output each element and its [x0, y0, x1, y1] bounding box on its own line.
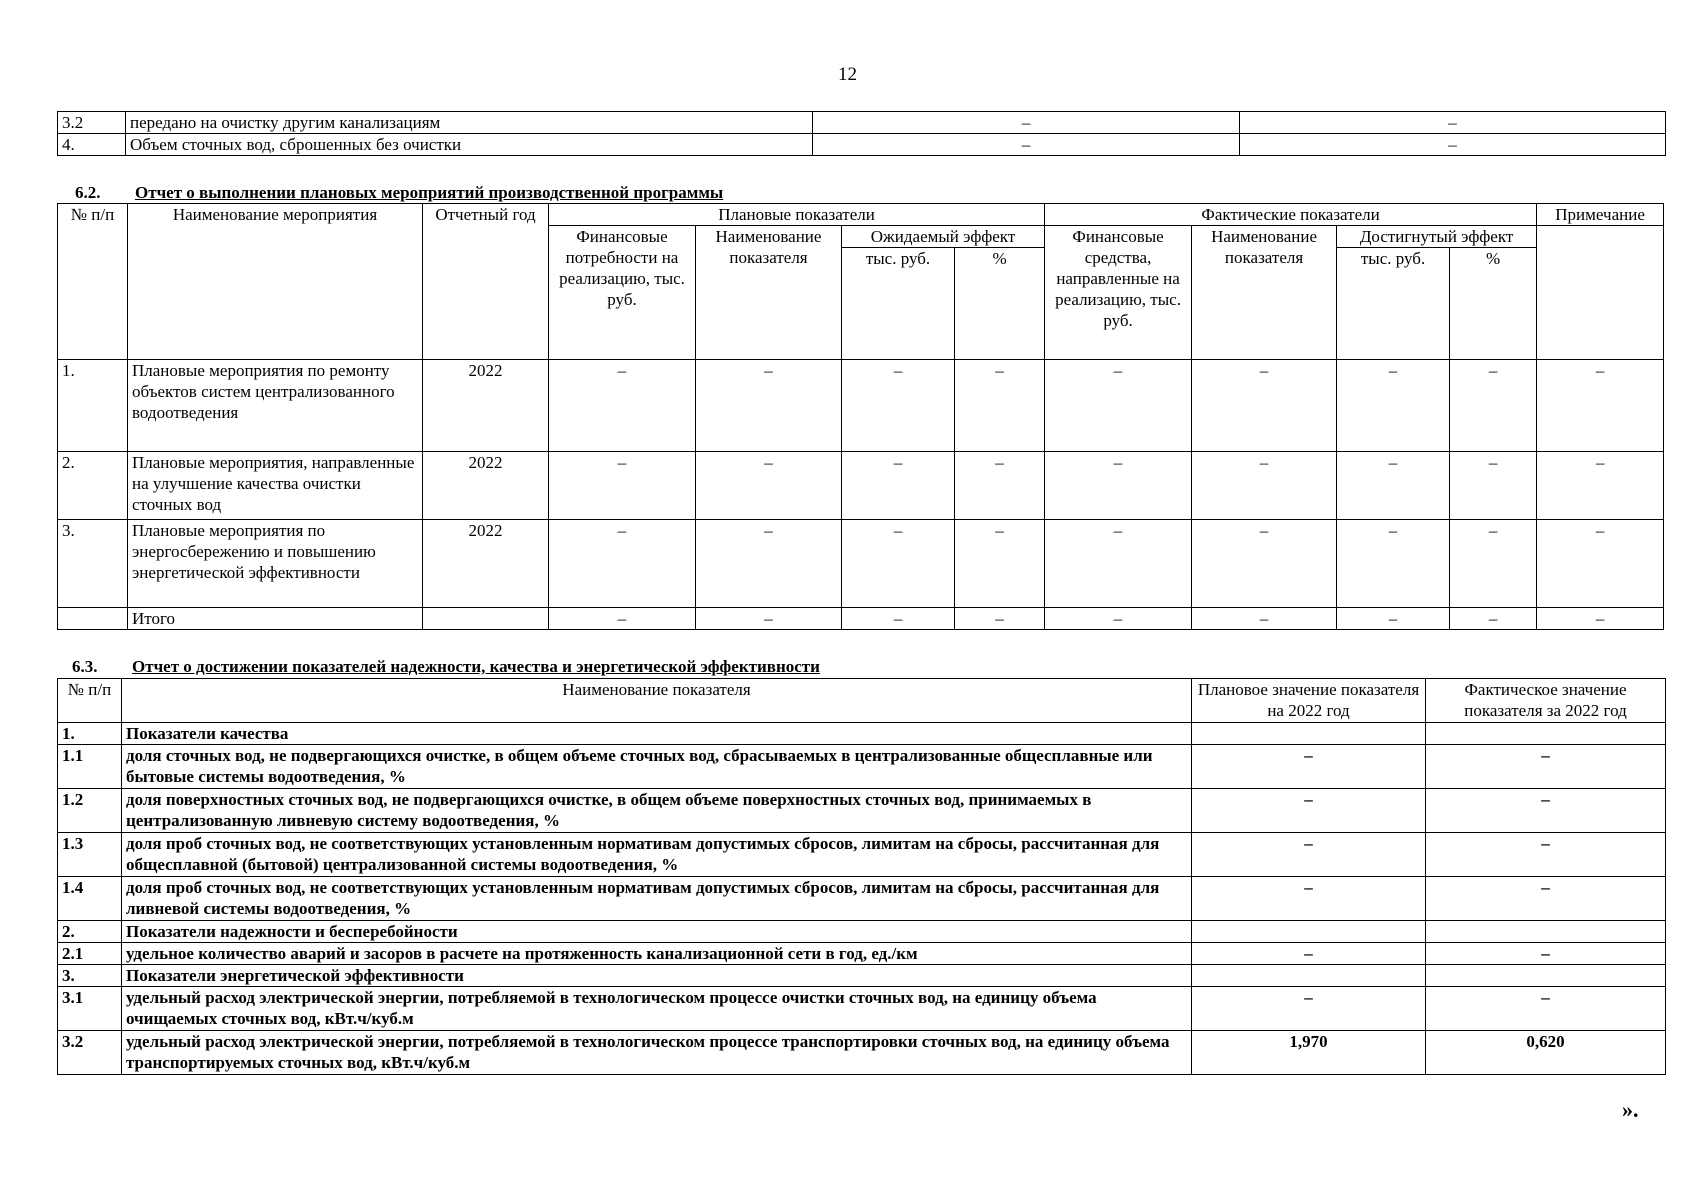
row-value: – — [842, 520, 955, 608]
section-number: 6.2. — [75, 183, 101, 202]
row-name: Показатели надежности и бесперебойности — [122, 921, 1192, 943]
row-value: – — [1192, 452, 1337, 520]
row-fact — [1426, 965, 1666, 987]
section-6-2-title — [75, 183, 723, 203]
row-name: доля поверхностных сточных вод, не подвергающихся очистке, в общем объеме поверхностных сточных вод, принимаемых в централизованную ливневую систему водоотведения, % — [122, 789, 1192, 833]
row-name: доля проб сточных вод, не соответствующих установленным нормативам допустимых сбросов, лимитам на сбросы, рассчитанная для общесплавной (бытовой) централизованной системы водоотведения, % — [122, 833, 1192, 877]
row-name: Плановые мероприятия по энергосбережению и повышению энергетической эффективности — [128, 520, 423, 608]
row-plan — [1192, 723, 1426, 745]
row-value: – — [696, 452, 842, 520]
table-row — [58, 789, 1666, 833]
row-fact: – — [1426, 987, 1666, 1031]
row-number: 3.1 — [58, 987, 122, 1031]
row-value: – — [1192, 520, 1337, 608]
row-fact: – — [1426, 833, 1666, 877]
header-act-pct: % — [1450, 248, 1537, 360]
row-value: – — [842, 452, 955, 520]
header-name: Наименование показателя — [122, 679, 1192, 723]
table-row — [58, 1031, 1666, 1075]
page-number: 12 — [838, 64, 857, 85]
closing-mark: ». — [1622, 1097, 1639, 1122]
row-value: – — [549, 360, 696, 452]
indicators-table — [57, 678, 1666, 1075]
row-name: доля проб сточных вод, не соответствующих установленным нормативам допустимых сбросов, лимитам на сбросы, рассчитанная для ливневой системы водоотведения, % — [122, 877, 1192, 921]
row-name: доля сточных вод, не подвергающихся очистке, в общем объеме сточных вод, сбрасываемых в централизованные общесплавные или бытовые системы водоотведения, % — [122, 745, 1192, 789]
row-value: – — [1337, 360, 1450, 452]
row-value: – — [1537, 608, 1664, 630]
header-act-effect: Достигнутый эффект — [1337, 226, 1537, 248]
row-number: 4. — [58, 134, 126, 156]
row-plan: – — [1192, 943, 1426, 965]
row-value: – — [1537, 452, 1664, 520]
continued-table — [57, 111, 1666, 156]
row-value: – — [549, 520, 696, 608]
row-value: – — [955, 452, 1045, 520]
header-act-ind: Наименование показателя — [1192, 226, 1337, 360]
row-plan: – — [1192, 745, 1426, 789]
table-row — [58, 112, 1666, 134]
header-act-fin: Финансовые средства, направленные на реализацию, тыс. руб. — [1045, 226, 1192, 360]
row-value: – — [1192, 360, 1337, 452]
row-number: 1.3 — [58, 833, 122, 877]
row-fact: 0,620 — [1426, 1031, 1666, 1075]
row-value: – — [1337, 608, 1450, 630]
section-title: Отчет о достижении показателей надежности, качества и энергетической эффективности — [132, 657, 820, 676]
header-plan: Плановое значение показателя на 2022 год — [1192, 679, 1426, 723]
row-value: – — [1450, 520, 1537, 608]
header-num: № п/п — [58, 679, 122, 723]
row-value: – — [696, 608, 842, 630]
row-fact: – — [1426, 877, 1666, 921]
section-number: 6.3. — [72, 657, 98, 676]
row-number: 2.1 — [58, 943, 122, 965]
row-value: – — [1045, 608, 1192, 630]
row-value: – — [813, 112, 1240, 134]
row-value: – — [842, 608, 955, 630]
row-value: – — [1537, 520, 1664, 608]
row-value: – — [549, 452, 696, 520]
table-row — [58, 723, 1666, 745]
row-fact: – — [1426, 943, 1666, 965]
row-year — [423, 608, 549, 630]
row-fact — [1426, 723, 1666, 745]
row-value: – — [549, 608, 696, 630]
header-note-blank — [1537, 226, 1664, 360]
table-row — [58, 360, 1664, 452]
row-value: – — [955, 608, 1045, 630]
row-value: – — [1240, 112, 1666, 134]
row-number: 3.2 — [58, 112, 126, 134]
row-number: 3. — [58, 520, 128, 608]
header-plan-ind: Наименование показателя — [696, 226, 842, 360]
row-plan: – — [1192, 987, 1426, 1031]
header-act-rub: тыс. руб. — [1337, 248, 1450, 360]
row-value: – — [1045, 452, 1192, 520]
row-name: передано на очистку другим канализациям — [126, 112, 813, 134]
row-plan: – — [1192, 789, 1426, 833]
table-row — [58, 877, 1666, 921]
row-name: удельный расход электрической энергии, потребляемой в технологическом процессе транспортировки сточных вод, на единицу объема транспортируемых сточных вод, кВт.ч/куб.м — [122, 1031, 1192, 1075]
row-value: – — [955, 520, 1045, 608]
row-year: 2022 — [423, 452, 549, 520]
row-value: – — [1337, 520, 1450, 608]
total-label: Итого — [128, 608, 423, 630]
row-fact — [1426, 921, 1666, 943]
row-value: – — [842, 360, 955, 452]
row-value: – — [1045, 520, 1192, 608]
row-plan: – — [1192, 833, 1426, 877]
row-plan — [1192, 965, 1426, 987]
table-row — [58, 921, 1666, 943]
table-row — [58, 134, 1666, 156]
table-row — [58, 833, 1666, 877]
row-name: Плановые мероприятия, направленные на улучшение качества очистки сточных вод — [128, 452, 423, 520]
planned-measures-table — [57, 203, 1664, 630]
table-row — [58, 965, 1666, 987]
header-actual: Фактические показатели — [1045, 204, 1537, 226]
header-num: № п/п — [58, 204, 128, 360]
header-plan-effect: Ожидаемый эффект — [842, 226, 1045, 248]
row-year: 2022 — [423, 360, 549, 452]
section-title: Отчет о выполнении плановых мероприятий производственной программы — [135, 183, 724, 202]
row-number — [58, 608, 128, 630]
row-number: 1. — [58, 723, 122, 745]
header-planned: Плановые показатели — [549, 204, 1045, 226]
row-plan — [1192, 921, 1426, 943]
row-value: – — [955, 360, 1045, 452]
row-fact: – — [1426, 745, 1666, 789]
row-fact: – — [1426, 789, 1666, 833]
table-row — [58, 745, 1666, 789]
header-name: Наименование мероприятия — [128, 204, 423, 360]
row-number: 1.2 — [58, 789, 122, 833]
row-number: 2. — [58, 921, 122, 943]
row-value: – — [1450, 360, 1537, 452]
total-row — [58, 608, 1664, 630]
row-value: – — [1240, 134, 1666, 156]
row-number: 1.4 — [58, 877, 122, 921]
row-value: – — [1450, 608, 1537, 630]
header-plan-rub: тыс. руб. — [842, 248, 955, 360]
table-row — [58, 987, 1666, 1031]
header-plan-pct: % — [955, 248, 1045, 360]
row-plan: 1,970 — [1192, 1031, 1426, 1075]
row-number: 2. — [58, 452, 128, 520]
row-name: удельное количество аварий и засоров в расчете на протяженность канализационной сети в год, ед./км — [122, 943, 1192, 965]
header-plan-fin: Финансовые потребности на реализацию, тыс. руб. — [549, 226, 696, 360]
header-year: Отчетный год — [423, 204, 549, 360]
row-value: – — [1537, 360, 1664, 452]
table-row — [58, 452, 1664, 520]
row-name: Показатели качества — [122, 723, 1192, 745]
row-value: – — [696, 520, 842, 608]
row-name: Показатели энергетической эффективности — [122, 965, 1192, 987]
table-row — [58, 520, 1664, 608]
row-name: Плановые мероприятия по ремонту объектов систем централизованного водоотведения — [128, 360, 423, 452]
row-number: 1. — [58, 360, 128, 452]
row-value: – — [696, 360, 842, 452]
row-value: – — [1337, 452, 1450, 520]
table-row — [58, 943, 1666, 965]
row-value: – — [813, 134, 1240, 156]
row-plan: – — [1192, 877, 1426, 921]
row-value: – — [1450, 452, 1537, 520]
header-note: Примечание — [1537, 204, 1664, 226]
row-number: 3.2 — [58, 1031, 122, 1075]
row-number: 3. — [58, 965, 122, 987]
row-name: удельный расход электрической энергии, потребляемой в технологическом процессе очистки сточных вод, на единицу объема очищаемых сточных вод, кВт.ч/куб.м — [122, 987, 1192, 1031]
row-number: 1.1 — [58, 745, 122, 789]
header-fact: Фактическое значение показателя за 2022 год — [1426, 679, 1666, 723]
row-year: 2022 — [423, 520, 549, 608]
row-value: – — [1045, 360, 1192, 452]
row-value: – — [1192, 608, 1337, 630]
section-6-3-title — [72, 657, 820, 677]
row-name: Объем сточных вод, сброшенных без очистки — [126, 134, 813, 156]
